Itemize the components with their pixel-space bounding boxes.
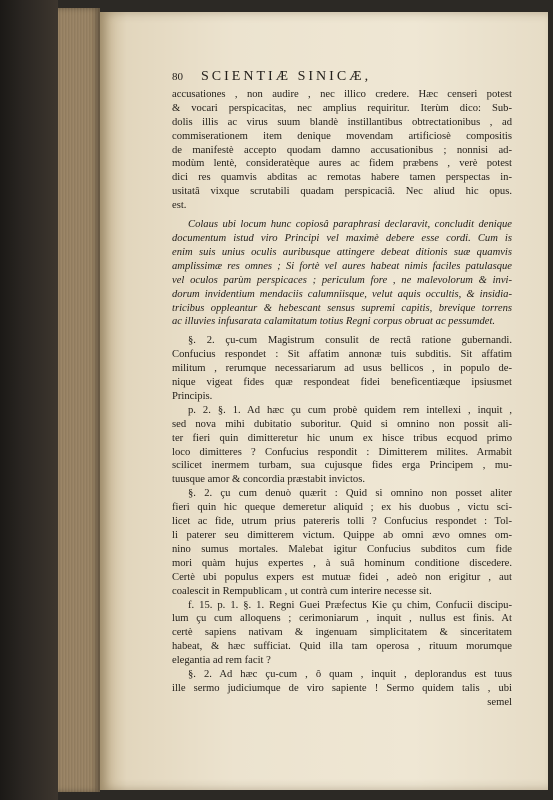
paragraph	[172, 599, 512, 669]
paragraph	[172, 218, 512, 329]
text-line: lum çu cum alloquens ; cerimoniarum , inquit , nullus est finis. At	[172, 613, 512, 625]
text-line: de manifestè accepto quodam damno accusationibus ; nonnisi ad-	[172, 144, 512, 156]
text-line: usitatâ vixque scrutabili quadam perspicaciâ. Nec aliud hic opus.	[172, 186, 512, 198]
text-line: tuusque amor & concordia præstabit invictos.	[172, 474, 366, 486]
text-line: commiserationem item denique movendam artificiosè compositis	[172, 130, 512, 142]
text-line: Confucius respondet : Sit affatim annonæ tuis subditis. Sit affatim	[172, 349, 512, 361]
text-line: coalescit in Rempublicam , ut contrà cum interire necesse sit.	[172, 585, 432, 597]
running-title: SCIENTIÆ SINICÆ,	[201, 69, 372, 84]
paragraph	[172, 334, 512, 404]
text-line: militum , rerumque necessariarum ad usus bellicos , in populo de-	[172, 363, 512, 375]
text-line: dici res quamvis abditas ac remotas habere tamen perspectas in-	[172, 172, 512, 184]
text-line: tricibus oppleantur & hebescant sensus supremi capitis, brevique torrens	[172, 302, 512, 314]
text-line: modùm lentè, consideratèque aures ac fidem præbens , verè potest	[172, 158, 512, 170]
text-line: §. 2. çu cum denuò quærit : Quid si omnino non posset aliter	[188, 488, 512, 500]
text-line: amplissimæ res omnes ; Si fortè vel aures habeat nimis faciles patulasque	[172, 260, 512, 272]
text-line: §. 2. çu-cum Magistrum consulit de rectâ ratione gubernandi.	[188, 335, 512, 347]
text-line: p. 2. §. 1. Ad hæc çu cum probè quidem rem intellexi , inquit ,	[188, 404, 512, 416]
text-line: fieri quin hic queque demeretur aliquid ; ex his duobus , victu sci-	[172, 502, 512, 514]
text-line: ac illuvies infusarata calamitatum totius Regni corpus obruat ac pessumdet.	[172, 316, 496, 328]
text-line: certè sapiens nativam & ingenuam simplicitatem & sinceritatem	[172, 627, 512, 639]
text-line: semel	[487, 696, 512, 708]
text-line: & vocari perspicacitas, nec amplius requiritur. Iterùm dico: Sub-	[172, 102, 512, 114]
text-line: Certè ubi populus expers est mutuæ fidei , adeò non erigitur , aut	[172, 571, 512, 583]
page-edges	[58, 8, 100, 792]
book-spine	[0, 0, 58, 800]
body-text	[172, 88, 512, 710]
paragraph	[172, 404, 512, 487]
text-line: nique vigeat fides quæ respondeat fidei beneficentiæque ipsiusmet	[172, 377, 512, 389]
text-line: scilicet inermem turbam, sua cujusque fides erga Principem , mu-	[172, 460, 512, 472]
paragraph	[172, 88, 512, 213]
text-line: habeat, & hæc sufficiat. Quid illa tam operosa , rituum morumque	[172, 641, 512, 653]
page-number: 80	[172, 71, 183, 83]
text-line: accusationes , non audire , nec illico credere. Hæc censeri potest	[172, 88, 512, 100]
text-line: mori quàm hujus expertes , à suâ hominum conditione discedere.	[172, 557, 512, 569]
text-line: ter fieri quin dimitteretur hic unum ex hisce tribus ecquod primo	[172, 432, 512, 444]
text-line: est.	[172, 200, 187, 212]
page-header	[172, 70, 512, 85]
paragraph	[172, 668, 512, 710]
page-text-block	[172, 70, 512, 710]
text-line: sed nova mihi dubitatio suboritur. Quid si omnino non possit ali-	[172, 418, 512, 430]
text-line: documentum istud viro Principi vel maximè debere esse cordi. Cum is	[172, 232, 512, 244]
paragraph	[172, 487, 512, 598]
text-line: li paterer seu dimitterem victum. Quippe ab omni ævo omnes om-	[172, 530, 512, 541]
text-line: Principis.	[172, 390, 213, 402]
text-line: nino sumus mortales. Malebat igitur Confucius subditos cum fide	[172, 543, 512, 555]
text-line: Colaus ubi locum hunc copiosâ paraphrasi declaravit, concludit denique	[188, 219, 512, 231]
text-line: licet ac fide, utrum prius patereris tolli ? Confucius respondet : Tol-	[172, 516, 512, 528]
text-line: §. 2. Ad hæc çu-cum , ô quam , inquit , deplorandus est tuus	[188, 669, 512, 681]
text-line: f. 15. p. 1. §. 1. Regni Guei Præfectus Kie çu chim, Confucii discipu-	[188, 599, 512, 611]
text-line: dorum invidentium mendaciis calumniisque, velut aquis occultis, & insidia-	[172, 288, 512, 300]
text-line: dolis illis ac virus suum blandè instillantibus obtrectationibus , ad	[172, 116, 512, 128]
text-line: vel oculos parùm perspicaces ; periculum fore , ne malevolorum & invi-	[172, 274, 512, 286]
text-line: ille sermo judiciumque de viro sapiente ! Sermo quidem talis , ubi	[172, 682, 512, 694]
text-line: elegantia ad rem facit ?	[172, 655, 271, 667]
text-line: enim suis unius oculis auribusque attingere debeat ditionis suæ quamvis	[172, 246, 512, 258]
text-line: loco dimitteres ? Confucius respondit : Dimitterem milites. Armabit	[172, 446, 512, 458]
